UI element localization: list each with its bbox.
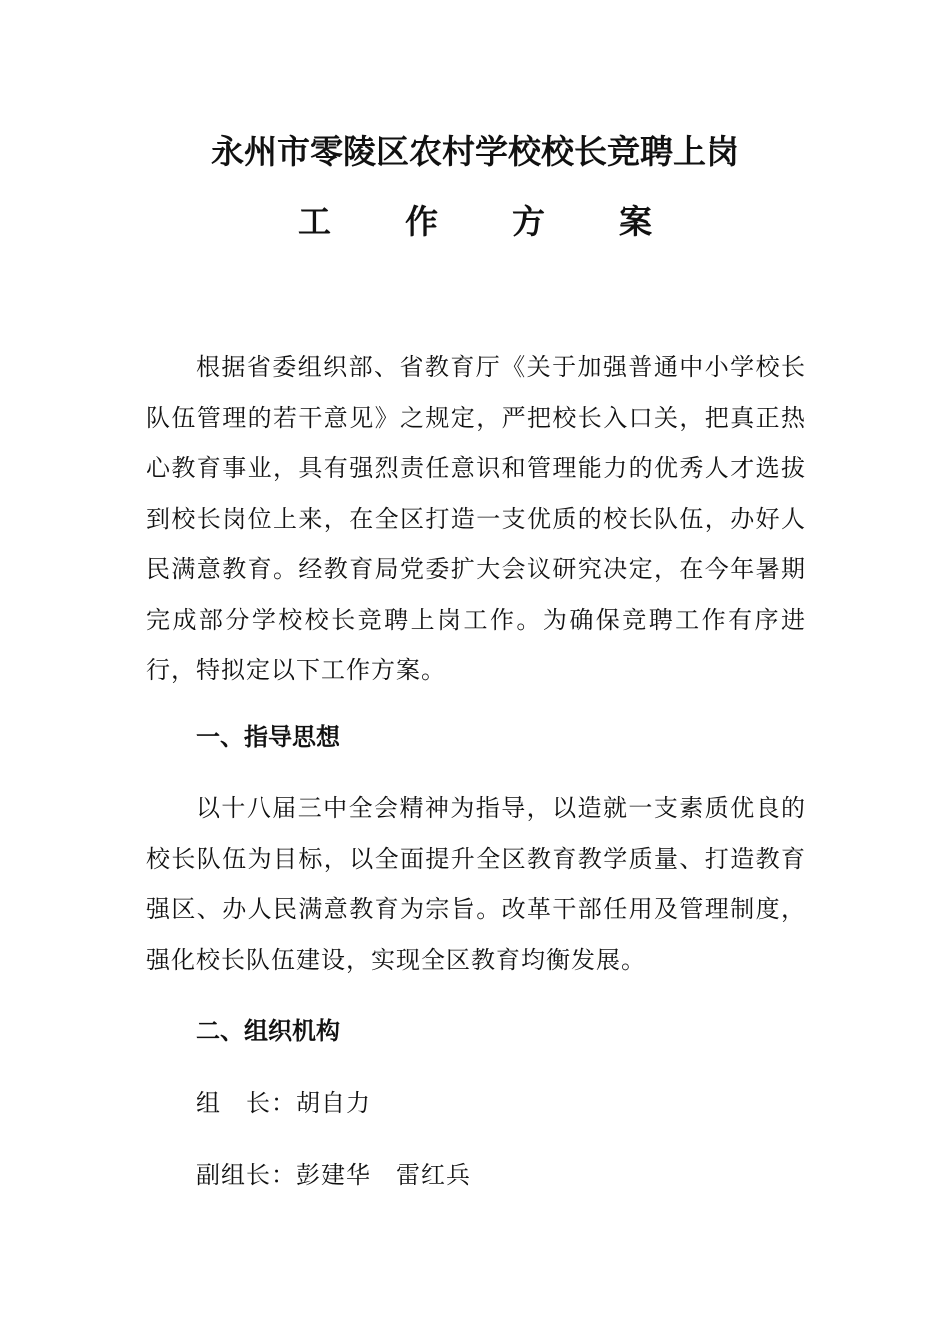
deputy-leaders-line: 副组长：彭建华 雷红兵 — [196, 1161, 471, 1189]
subtitle-char: 方 — [512, 202, 545, 241]
subtitle-char: 作 — [405, 202, 438, 241]
document-title: 永州市零陵区农村学校校长竞聘上岗 — [211, 132, 739, 171]
guiding-ideology-paragraph: 以十八届三中全会精神为指导，以造就一支素质优良的校长队伍为目标，以全面提升全区教育教学质量、打造教育强区、办人民满意教育为宗旨。改革干部任用及管理制度，强化校长队伍建设，实现全区教育均衡发展。 — [146, 794, 806, 974]
document-subtitle — [0, 202, 950, 242]
group-leader-line: 组 长：胡自力 — [196, 1089, 371, 1117]
subtitle-char: 案 — [619, 202, 652, 241]
subtitle-char: 工 — [298, 202, 331, 241]
section-heading-organization: 二、组织机构 — [196, 1017, 340, 1045]
section-heading-guiding-ideology: 一、指导思想 — [196, 723, 340, 751]
intro-paragraph: 根据省委组织部、省教育厅《关于加强普通中小学校长队伍管理的若干意见》之规定，严把校长入口关，把真正热心教育事业，具有强烈责任意识和管理能力的优秀人才选拔到校长岗位上来，在全区打造一支优质的校长队伍，办好人民满意教育。经教育局党委扩大会议研究决定，在今年暑期完成部分学校校长竞聘上岗工作。为确保竞聘工作有序进行，特拟定以下工作方案。 — [146, 353, 806, 684]
